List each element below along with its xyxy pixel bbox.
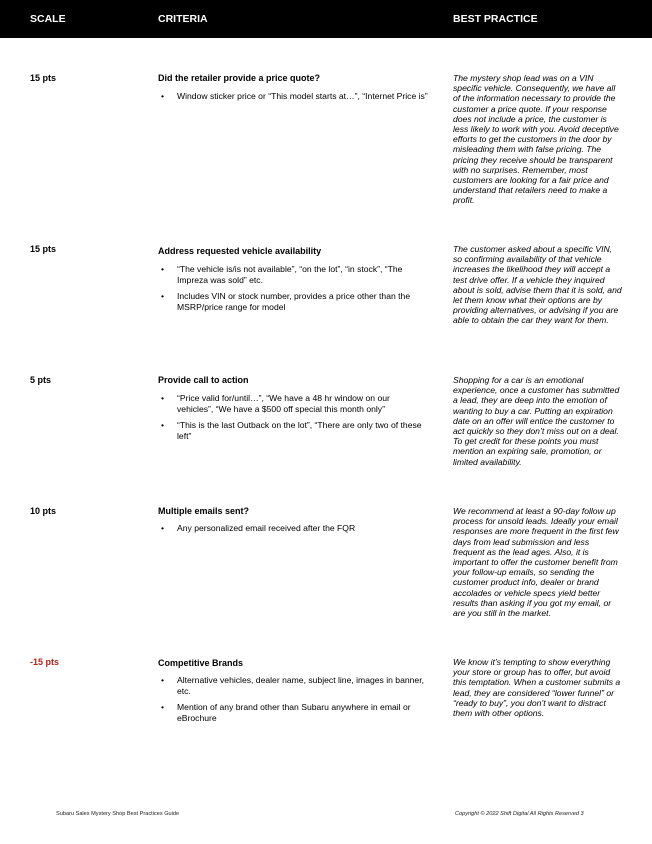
criteria-title: Multiple emails sent? — [158, 506, 250, 516]
header-scale: SCALE — [30, 13, 66, 25]
criteria-bullet: • Window sticker price or “This model starts at…”, “Internet Price is” — [158, 91, 428, 102]
row-scale: 10 pts — [30, 506, 57, 516]
criteria-bullet: • “Price valid for/until…”, “We have a 48 hr window on our vehicles”, “We have a $500 off special this month only” — [158, 393, 428, 414]
criteria-bullet: • “The vehicle is/is not available”, “on the lot”, “in stock”, “The Impreza was sold” etc. — [158, 264, 428, 285]
footer-copyright: Copyright © 2022 Shift Digital All Rights Reserved 3 — [455, 811, 584, 817]
criteria-title: Provide call to action — [158, 375, 249, 385]
row-scale: 5 pts — [30, 375, 52, 385]
criteria-title: Competitive Brands — [158, 658, 244, 668]
best-practice-text: Shopping for a car is an emotional experience, once a customer has submitted a lead, they are deep into the emotion of wanting to buy a car. Putting an expiration date on an offer will entice the customer to act quickly so they don’t miss out on a deal. To get credit for these points you must mention an expiring sale, promotion, or limited availability. — [453, 375, 620, 467]
row-scale: 15 pts — [30, 244, 57, 254]
best-practice-text: We know it’s tempting to show everything your store or group has to offer, but avoid this temptation. When a customer submits a lead, they are considered “lower funnel” or “ready to buy”, you don’t want to distract them with other options. — [453, 657, 621, 719]
criteria-title: Did the retailer provide a price quote? — [158, 73, 321, 83]
criteria-bullets — [158, 523, 428, 540]
criteria-bullet: • Alternative vehicles, dealer name, subject line, images in banner, etc. — [158, 675, 428, 696]
criteria-bullets — [158, 264, 428, 318]
header-best-practice: BEST PRACTICE — [453, 13, 538, 25]
table-header — [0, 0, 652, 38]
header-criteria: CRITERIA — [158, 13, 208, 25]
criteria-bullets — [158, 675, 428, 729]
footer-guide-title: Subaru Sales Mystery Shop Best Practices Guide — [56, 811, 180, 817]
criteria-bullet: • “This is the last Outback on the lot”, “There are only two of these left” — [158, 420, 428, 441]
best-practice-text: The mystery shop lead was on a VIN specific vehicle. Consequently, we have all of the information necessary to provide the customer a price quote. If your response does not include a price, the customer is less likely to work with you. Avoid deceptive efforts to get the customers in the door by misleading them with false pricing. The pricing they receive should be transparent with no surprises. Remember, most customers are looking for a fair price and understand that retailers need to make a profit. — [453, 73, 619, 206]
criteria-bullets — [158, 393, 428, 447]
row-scale-negative: -15 pts — [30, 657, 60, 667]
criteria-bullet: • Any personalized email received after the FQR — [158, 523, 428, 534]
row-scale: 15 pts — [30, 73, 57, 83]
criteria-bullet: • Includes VIN or stock number, provides a price other than the MSRP/price range for model — [158, 291, 428, 312]
criteria-title: Address requested vehicle availability — [158, 246, 322, 256]
best-practice-text: We recommend at least a 90-day follow up process for unsold leads. Ideally your email responses are more frequent in the first few days from lead submission and less frequent as the lead ages. Also, it is important to offer the customer benefit from your follow-up emails, so sending the customer product info, dealer or brand accolades or vehicle specs yield better results than asking if you got my email, or are you still in the market. — [453, 506, 619, 619]
criteria-bullet: • Mention of any brand other than Subaru anywhere in email or eBrochure — [158, 702, 428, 723]
criteria-bullets — [158, 91, 428, 108]
best-practice-text: The customer asked about a specific VIN, so confirming availability of that vehicle increases the likelihood they will accept a test drive offer. If a vehicle they inquired about is sold, advise them that it is sold, and let them know what their options are by providing alternatives, or advising if you are able to obtain the car they want for them. — [453, 244, 622, 326]
